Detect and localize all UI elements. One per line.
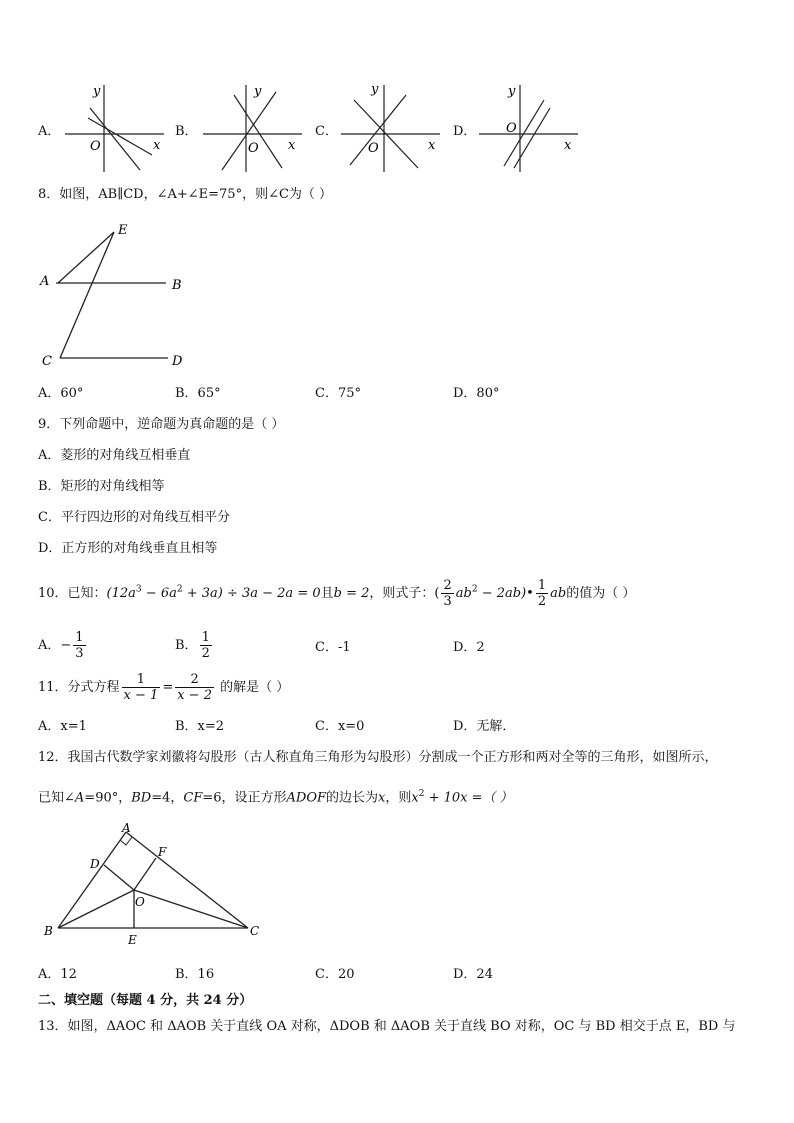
- q12-label-a: A: [122, 821, 131, 835]
- q8-option-c: C．75°: [315, 386, 361, 401]
- q10-tail: 的值为（ ）: [566, 586, 636, 601]
- q11-r-num: 2: [175, 672, 214, 688]
- q11-tail: 的解是（ ）: [220, 680, 290, 695]
- q7d-x-label: x: [564, 138, 572, 153]
- q7c-y-label: y: [371, 82, 379, 97]
- q10-option-b: [175, 630, 214, 661]
- q7-option-c-label: C．: [315, 124, 338, 139]
- q12-option-b: B．16: [175, 967, 215, 982]
- section-title: 二、填空题（每题 4 分，共 24 分）: [38, 993, 253, 1008]
- q10-term3: ab: [550, 586, 567, 601]
- q11-eq: =: [162, 680, 174, 695]
- q10-opt-a-num: 1: [75, 630, 84, 645]
- q12-l2-x: x: [378, 790, 386, 806]
- q11-r-den: x − 2: [177, 688, 212, 703]
- q10-opt-b-num: 1: [201, 630, 210, 645]
- q11-stem: [38, 672, 289, 703]
- q8-label-c: C: [42, 354, 52, 369]
- q11-l-den: x − 1: [123, 688, 159, 703]
- q10-exp2: 2: [176, 584, 183, 595]
- q12-l2-CF: CF: [183, 790, 203, 806]
- q9-stem: 9．下列命题中，逆命题为真命题的是（ ）: [38, 417, 285, 432]
- q12-label-b: B: [44, 924, 53, 938]
- q11-num: 11．分式方程: [38, 680, 120, 695]
- q10-frac2-den: 2: [537, 594, 547, 609]
- q11-option-b: B．x=2: [175, 719, 225, 734]
- q7-graph-d: [474, 80, 584, 175]
- q12-l2g: + 10x =（ ）: [424, 790, 513, 806]
- q10-term1: ab: [455, 586, 472, 601]
- q12-option-a: A．12: [38, 967, 77, 982]
- q8-label-b: B: [172, 278, 182, 293]
- q10-frac2-num: 1: [537, 578, 547, 593]
- q7-option-a-label: A．: [38, 124, 61, 139]
- q12-l2d: =6，设正方形: [202, 790, 287, 806]
- q8-label-e: E: [118, 223, 128, 238]
- q13-line1: 13．如图，ΔAOC 和 ΔAOB 关于直线 OA 对称，ΔDOB 和 ΔAOB 关于直线 BO 对称，OC 与 BD 相交于点 E，BD 与: [38, 1019, 736, 1034]
- q8-option-d: D．80°: [453, 386, 500, 401]
- q9-option-b: B．矩形的对角线相等: [38, 479, 165, 494]
- q10-opt-a-den: 3: [75, 646, 84, 661]
- q10-expr-part2: − 6a: [141, 586, 177, 601]
- q12-option-d: D．24: [453, 967, 493, 982]
- q12-line2: [38, 785, 513, 807]
- q10-paren-open: (: [434, 586, 440, 601]
- q10-option-a: [38, 630, 88, 661]
- q12-line1: 12．我国古代数学家刘徽将勾股形（古人称直角三角形为勾股形）分割成一个正方形和两对全等的三角形，如图所示，: [38, 750, 718, 765]
- q12-l2-BD: BD: [131, 790, 152, 806]
- q10-mid: 且: [320, 586, 334, 601]
- q8-option-a: A．60°: [38, 386, 84, 401]
- q12-l2-expr: x: [411, 790, 419, 806]
- q10-frac1-num: 2: [443, 578, 452, 593]
- q7a-y-label: y: [93, 84, 101, 99]
- q10-stem: [38, 578, 635, 609]
- q10-option-d: D．2: [453, 640, 485, 655]
- q7-graph-a: [60, 80, 170, 175]
- q7b-y-label: y: [254, 84, 262, 99]
- q12-l2-ADOF: ADOF: [286, 790, 327, 806]
- q7d-y-label: y: [508, 84, 516, 99]
- q10-mid2: ，则式子：: [369, 586, 435, 601]
- q11-option-c: C．x=0: [315, 719, 365, 734]
- q10-cond: b = 2: [333, 586, 370, 601]
- q8-option-b: B．65°: [175, 386, 221, 401]
- q12-label-e: E: [128, 933, 137, 947]
- q10-num: 10．已知：: [38, 586, 107, 601]
- q10-frac-1-2: [536, 578, 548, 609]
- q9-option-d: D．正方形的对角线垂直且相等: [38, 541, 218, 556]
- q10-term1-exp: 2: [471, 584, 478, 595]
- q7-graph-c: [336, 80, 446, 175]
- q12-label-c: C: [250, 924, 260, 938]
- q12-l2e: 的边长为: [326, 790, 379, 806]
- q7c-x-label: x: [428, 138, 436, 153]
- q12-l2a: 已知∠: [38, 790, 75, 806]
- q12-figure: [38, 820, 268, 950]
- q10-expr-part1: (12a: [106, 586, 136, 601]
- q8-label-a: A: [40, 274, 50, 289]
- q9-option-a: A．菱形的对角线互相垂直: [38, 448, 191, 463]
- q7-option-d-label: D．: [453, 124, 477, 139]
- q12-l2c: =4，: [151, 790, 184, 806]
- q10-opt-a-sign: −: [60, 638, 72, 653]
- q11-option-a: A．x=1: [38, 719, 87, 734]
- q10-opt-a-label: A．: [38, 638, 61, 653]
- q8-label-d: D: [172, 354, 183, 369]
- q7b-origin-label: O: [248, 141, 259, 156]
- q8-stem: 8．如图，AB∥CD，∠A+∠E=75°，则∠C为（ ）: [38, 187, 333, 202]
- q10-option-c: C．-1: [315, 640, 351, 655]
- q12-l2-A: A: [74, 790, 85, 806]
- q7b-x-label: x: [288, 138, 296, 153]
- q10-frac-2-3: [441, 578, 453, 609]
- q10-opt-b-den: 2: [201, 646, 210, 661]
- q12-label-f: F: [158, 845, 167, 859]
- q8-figure: [36, 220, 206, 375]
- q7a-x-label: x: [153, 138, 161, 153]
- q10-exp3: 3: [135, 584, 142, 595]
- q10-opt-b-label: B．: [175, 638, 198, 653]
- q12-l2f: ，则: [385, 790, 412, 806]
- q7d-origin-label: O: [506, 121, 517, 136]
- q12-label-o: O: [135, 895, 145, 909]
- q12-l2-exp: 2: [418, 789, 425, 799]
- q10-frac1-den: 3: [443, 594, 452, 609]
- q12-l2b: =90°，: [84, 790, 132, 806]
- q7-graph-b: [198, 80, 308, 175]
- q7c-origin-label: O: [368, 141, 379, 156]
- q10-expr-part3: + 3a) ÷ 3a − 2a = 0: [182, 586, 321, 601]
- q9-option-c: C．平行四边形的对角线互相平分: [38, 510, 230, 525]
- q12-option-c: C．20: [315, 967, 355, 982]
- q11-option-d: D．无解．: [453, 719, 516, 734]
- q10-term2: − 2ab)•: [477, 586, 534, 601]
- q7-option-b-label: B．: [175, 124, 198, 139]
- q12-label-d: D: [90, 857, 100, 871]
- q11-l-num: 1: [122, 672, 161, 688]
- q7a-origin-label: O: [90, 139, 101, 154]
